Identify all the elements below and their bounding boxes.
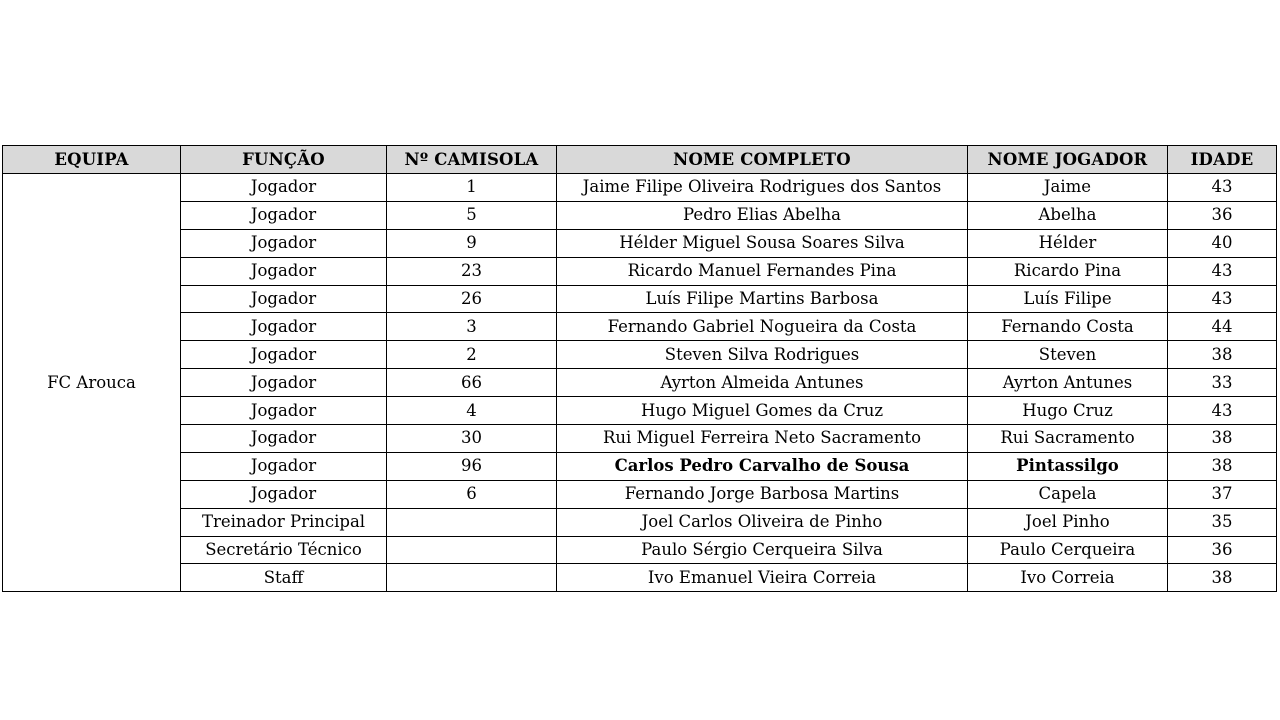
age-cell: 38	[1168, 564, 1277, 592]
age-cell: 35	[1168, 508, 1277, 536]
full-name-cell: Rui Miguel Ferreira Neto Sacramento	[557, 425, 968, 453]
player-name-cell: Fernando Costa	[968, 313, 1168, 341]
full-name-cell: Hélder Miguel Sousa Soares Silva	[557, 229, 968, 257]
player-name-cell: Luís Filipe	[968, 285, 1168, 313]
role-cell: Jogador	[181, 285, 387, 313]
age-cell: 38	[1168, 452, 1277, 480]
role-cell: Jogador	[181, 313, 387, 341]
header-nome-completo: NOME COMPLETO	[557, 146, 968, 174]
role-cell: Treinador Principal	[181, 508, 387, 536]
full-name-cell: Ivo Emanuel Vieira Correia	[557, 564, 968, 592]
header-equipa: EQUIPA	[3, 146, 181, 174]
player-name-cell: Ricardo Pina	[968, 257, 1168, 285]
player-name-cell: Joel Pinho	[968, 508, 1168, 536]
role-cell: Jogador	[181, 369, 387, 397]
player-name-cell: Hugo Cruz	[968, 397, 1168, 425]
table-row	[3, 229, 1277, 257]
shirt-number-cell: 96	[387, 452, 557, 480]
shirt-number-cell: 9	[387, 229, 557, 257]
shirt-number-cell: 6	[387, 480, 557, 508]
age-cell: 37	[1168, 480, 1277, 508]
shirt-number-cell: 4	[387, 397, 557, 425]
full-name-cell: Ayrton Almeida Antunes	[557, 369, 968, 397]
player-name-cell: Pintassilgo	[968, 452, 1168, 480]
table-row	[3, 174, 1277, 202]
player-name-cell: Steven	[968, 341, 1168, 369]
full-name-cell: Fernando Gabriel Nogueira da Costa	[557, 313, 968, 341]
shirt-number-cell: 3	[387, 313, 557, 341]
full-name-cell: Steven Silva Rodrigues	[557, 341, 968, 369]
full-name-cell: Fernando Jorge Barbosa Martins	[557, 480, 968, 508]
player-name-cell: Abelha	[968, 201, 1168, 229]
shirt-number-cell: 30	[387, 425, 557, 453]
role-cell: Jogador	[181, 257, 387, 285]
full-name-cell: Joel Carlos Oliveira de Pinho	[557, 508, 968, 536]
role-cell: Staff	[181, 564, 387, 592]
table-row	[3, 313, 1277, 341]
age-cell: 38	[1168, 341, 1277, 369]
age-cell: 36	[1168, 536, 1277, 564]
table-header	[3, 146, 1277, 174]
table-row	[3, 341, 1277, 369]
full-name-cell: Ricardo Manuel Fernandes Pina	[557, 257, 968, 285]
team-cell: FC Arouca	[3, 174, 181, 592]
header-camisola: Nº CAMISOLA	[387, 146, 557, 174]
role-cell: Jogador	[181, 174, 387, 202]
age-cell: 43	[1168, 257, 1277, 285]
player-name-cell: Hélder	[968, 229, 1168, 257]
age-cell: 43	[1168, 397, 1277, 425]
player-name-cell: Jaime	[968, 174, 1168, 202]
shirt-number-cell: 2	[387, 341, 557, 369]
table-row	[3, 397, 1277, 425]
table-row	[3, 480, 1277, 508]
age-cell: 43	[1168, 174, 1277, 202]
full-name-cell: Hugo Miguel Gomes da Cruz	[557, 397, 968, 425]
full-name-cell: Pedro Elias Abelha	[557, 201, 968, 229]
header-idade: IDADE	[1168, 146, 1277, 174]
table-row	[3, 201, 1277, 229]
age-cell: 33	[1168, 369, 1277, 397]
table-body	[3, 174, 1277, 592]
age-cell: 43	[1168, 285, 1277, 313]
table-row	[3, 257, 1277, 285]
table-row	[3, 369, 1277, 397]
role-cell: Secretário Técnico	[181, 536, 387, 564]
shirt-number-cell	[387, 564, 557, 592]
roster-table	[2, 145, 1277, 592]
full-name-cell: Carlos Pedro Carvalho de Sousa	[557, 452, 968, 480]
age-cell: 40	[1168, 229, 1277, 257]
player-name-cell: Ivo Correia	[968, 564, 1168, 592]
role-cell: Jogador	[181, 425, 387, 453]
role-cell: Jogador	[181, 341, 387, 369]
role-cell: Jogador	[181, 452, 387, 480]
role-cell: Jogador	[181, 229, 387, 257]
shirt-number-cell: 26	[387, 285, 557, 313]
role-cell: Jogador	[181, 480, 387, 508]
table-row	[3, 536, 1277, 564]
player-name-cell: Paulo Cerqueira	[968, 536, 1168, 564]
age-cell: 38	[1168, 425, 1277, 453]
full-name-cell: Jaime Filipe Oliveira Rodrigues dos Santos	[557, 174, 968, 202]
table-row	[3, 452, 1277, 480]
player-name-cell: Ayrton Antunes	[968, 369, 1168, 397]
table-row	[3, 564, 1277, 592]
table-row	[3, 425, 1277, 453]
age-cell: 36	[1168, 201, 1277, 229]
full-name-cell: Luís Filipe Martins Barbosa	[557, 285, 968, 313]
role-cell: Jogador	[181, 397, 387, 425]
table-row	[3, 285, 1277, 313]
age-cell: 44	[1168, 313, 1277, 341]
header-funcao: FUNÇÃO	[181, 146, 387, 174]
shirt-number-cell: 1	[387, 174, 557, 202]
full-name-cell: Paulo Sérgio Cerqueira Silva	[557, 536, 968, 564]
shirt-number-cell	[387, 536, 557, 564]
header-nome-jogador: NOME JOGADOR	[968, 146, 1168, 174]
player-name-cell: Capela	[968, 480, 1168, 508]
header-row	[3, 146, 1277, 174]
role-cell: Jogador	[181, 201, 387, 229]
table-row	[3, 508, 1277, 536]
player-name-cell: Rui Sacramento	[968, 425, 1168, 453]
shirt-number-cell: 23	[387, 257, 557, 285]
shirt-number-cell	[387, 508, 557, 536]
shirt-number-cell: 66	[387, 369, 557, 397]
shirt-number-cell: 5	[387, 201, 557, 229]
